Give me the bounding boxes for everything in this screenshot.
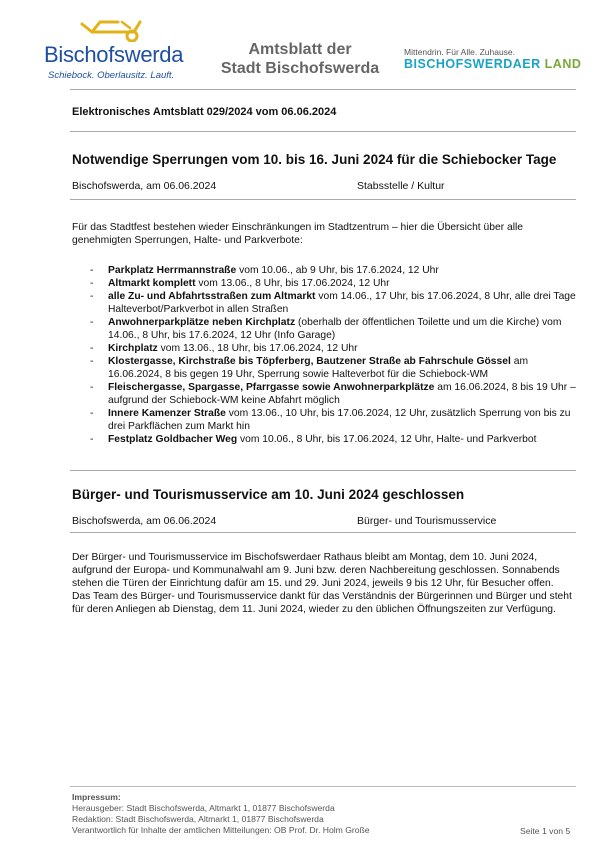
impressum bbox=[72, 792, 370, 836]
city-logo[interactable] bbox=[44, 18, 194, 84]
bullet-dash: - bbox=[90, 356, 94, 367]
bullet-dash: - bbox=[90, 278, 94, 289]
closure-item-details: vom 13.06., 10 Uhr, bis 17.06.2024, 12 Uhr, zusätzlich Sperrung von bis zu drei Parkflächen zum Markt hin bbox=[108, 408, 571, 432]
impressum-publisher: Herausgeber: Stadt Bischofswerda, Altmarkt 1, 01877 Bischofswerda bbox=[72, 803, 335, 813]
impressum-responsible: Verantwortlich für Inhalte der amtlichen Mitteilungen: OB Prof. Dr. Holm Große bbox=[72, 825, 370, 835]
city-logo-name: Bischofswerda bbox=[44, 42, 184, 67]
article2-divider bbox=[70, 532, 576, 533]
closure-list bbox=[90, 264, 576, 446]
closure-item bbox=[90, 264, 576, 277]
article2-department: Bürger- und Tourismusservice bbox=[357, 515, 497, 527]
article1-header bbox=[72, 152, 576, 194]
closure-item-location: alle Zu- und Abfahrtsstraßen zum Altmarkt bbox=[108, 291, 316, 302]
page-number: Seite 1 von 5 bbox=[520, 826, 571, 836]
bullet-dash: - bbox=[90, 317, 94, 328]
bullet-dash: - bbox=[90, 434, 94, 445]
bullet-dash: - bbox=[90, 382, 94, 393]
footer-divider bbox=[70, 786, 576, 787]
article2-top-divider bbox=[70, 470, 576, 471]
bullet-dash: - bbox=[90, 343, 94, 354]
closure-item bbox=[90, 433, 576, 446]
bullet-dash: - bbox=[90, 408, 94, 419]
article2-paragraph2: Das Team des Bürger- und Tourismusservice dankt für das Verständnis der Bürgerinnen und Bürger und steht für deren Anliegen ab Dienstag, dem 11. Juni 2024, wieder zu den üblichen Öffnungszeiten zur Verfügung. bbox=[72, 591, 572, 615]
closure-item-details: vom 14.06., 17 Uhr, bis 17.06.2024, 8 Uhr, alle drei Tage Halteverbot/Parkverbot in allen Straßen bbox=[108, 291, 576, 315]
article2-body bbox=[72, 551, 572, 616]
article1-divider bbox=[70, 199, 576, 200]
article2-meta bbox=[72, 515, 576, 529]
bullet-dash: - bbox=[90, 291, 94, 302]
closure-item-location: Parkplatz Herrmannstraße bbox=[108, 265, 237, 276]
closure-item-location: Anwohnerparkplätze neben Kirchplatz bbox=[108, 317, 296, 328]
closure-item bbox=[90, 355, 576, 381]
wheelbarrow-logo-icon bbox=[78, 18, 148, 42]
closure-item-location: Klostergasse, Kirchstraße bis Töpferberg, Bautzener Straße ab Fahrschule Gössel bbox=[108, 356, 511, 367]
closure-item bbox=[90, 277, 576, 290]
closure-item-location: Altmarkt komplett bbox=[108, 278, 196, 289]
closure-item-details: am 16.06.2024, 8 bis 19 Uhr – aufgrund der Schiebock-WM keine Abfahrt möglich bbox=[108, 382, 576, 406]
closure-item-location: Festplatz Goldbacher Weg bbox=[108, 434, 238, 445]
article1-top-divider bbox=[70, 131, 576, 132]
region-logo-name-b: LAND bbox=[544, 57, 582, 71]
closure-item bbox=[90, 407, 576, 433]
closure-item-details: (oberhalb der öffentlichen Toilette und um die Kirche) vom 14.06., 8 Uhr, bis 17.6.2024, 12 Uhr (Info Garage) bbox=[108, 317, 562, 341]
closure-item-location: Kirchplatz bbox=[108, 343, 158, 354]
header-divider bbox=[70, 89, 576, 90]
closure-item bbox=[90, 342, 576, 355]
publication-title-line2: Stadt Bischofswerda bbox=[220, 60, 380, 77]
publication-title-line1: Amtsblatt der bbox=[248, 41, 352, 58]
region-logo-name bbox=[404, 57, 584, 71]
article2-paragraph1: Der Bürger- und Tourismusservice im Bischofswerdaer Rathaus bleibt am Montag, dem 10. Juni 2024, aufgrund der Europa- und Kommunalwahl am 9. Juni bzw. deren Nachbereitung geschlossen. Sonnabends stehen die Türen der Einrichtung dafür am 15. und 29. Juni 2024, jeweils 9 bis 12 Uhr, für Besucher offen. bbox=[72, 552, 560, 589]
closure-item-location: Fleischergasse, Spargasse, Pfarrgasse sowie Anwohnerparkplätze bbox=[108, 382, 435, 393]
closure-item bbox=[90, 290, 576, 316]
region-logo-tagline: Mittendrin. Für Alle. Zuhause. bbox=[404, 47, 516, 57]
impressum-editorial: Redaktion: Stadt Bischofswerda, Altmarkt 1, 01877 Bischofswerda bbox=[72, 814, 324, 824]
closure-item bbox=[90, 316, 576, 342]
article1-location-date: Bischofswerda, am 06.06.2024 bbox=[72, 180, 217, 192]
article1-title: Notwendige Sperrungen vom 10. bis 16. Juni 2024 für die Schiebocker Tage bbox=[72, 152, 557, 167]
issue-line: Elektronisches Amtsblatt 029/2024 vom 06.06.2024 bbox=[72, 106, 337, 118]
article2-header bbox=[72, 487, 576, 529]
article1-intro: Für das Stadtfest bestehen wieder Einschränkungen im Stadtzentrum – hier die Übersicht über alle genehmigten Sperrungen, Halte- und Parkverbote: bbox=[72, 222, 524, 246]
city-logo-tagline: Schiebock. Oberlausitz. Lauft. bbox=[48, 70, 175, 81]
closure-item-details: vom 13.06., 18 Uhr, bis 17.06.2024, 12 Uhr bbox=[157, 343, 358, 354]
closure-item bbox=[90, 381, 576, 407]
region-logo[interactable] bbox=[404, 47, 584, 71]
bullet-dash: - bbox=[90, 265, 94, 276]
closure-item-details: am 16.06.2024, 8 bis gegen 19 Uhr, Sperrung sowie Halteverbot für die Schiebock-WM bbox=[108, 356, 529, 380]
article2-location-date: Bischofswerda, am 06.06.2024 bbox=[72, 515, 217, 527]
article2-title: Bürger- und Tourismusservice am 10. Juni 2024 geschlossen bbox=[72, 487, 465, 502]
article1-meta bbox=[72, 180, 576, 194]
region-logo-name-a: BISCHOFSWERDAER bbox=[404, 57, 541, 71]
article1-department: Stabsstelle / Kultur bbox=[357, 180, 445, 192]
closure-item-details: vom 10.06., 8 Uhr, bis 17.06.2024, 12 Uhr, Halte- und Parkverbot bbox=[237, 434, 537, 445]
closure-item-details: vom 10.06., ab 9 Uhr, bis 17.6.2024, 12 Uhr bbox=[236, 265, 439, 276]
publication-title bbox=[205, 40, 395, 78]
impressum-title: Impressum: bbox=[72, 792, 121, 802]
closure-item-details: vom 13.06., 8 Uhr, bis 17.06.2024, 12 Uhr bbox=[195, 278, 390, 289]
closure-item-location: Innere Kamenzer Straße bbox=[108, 408, 226, 419]
